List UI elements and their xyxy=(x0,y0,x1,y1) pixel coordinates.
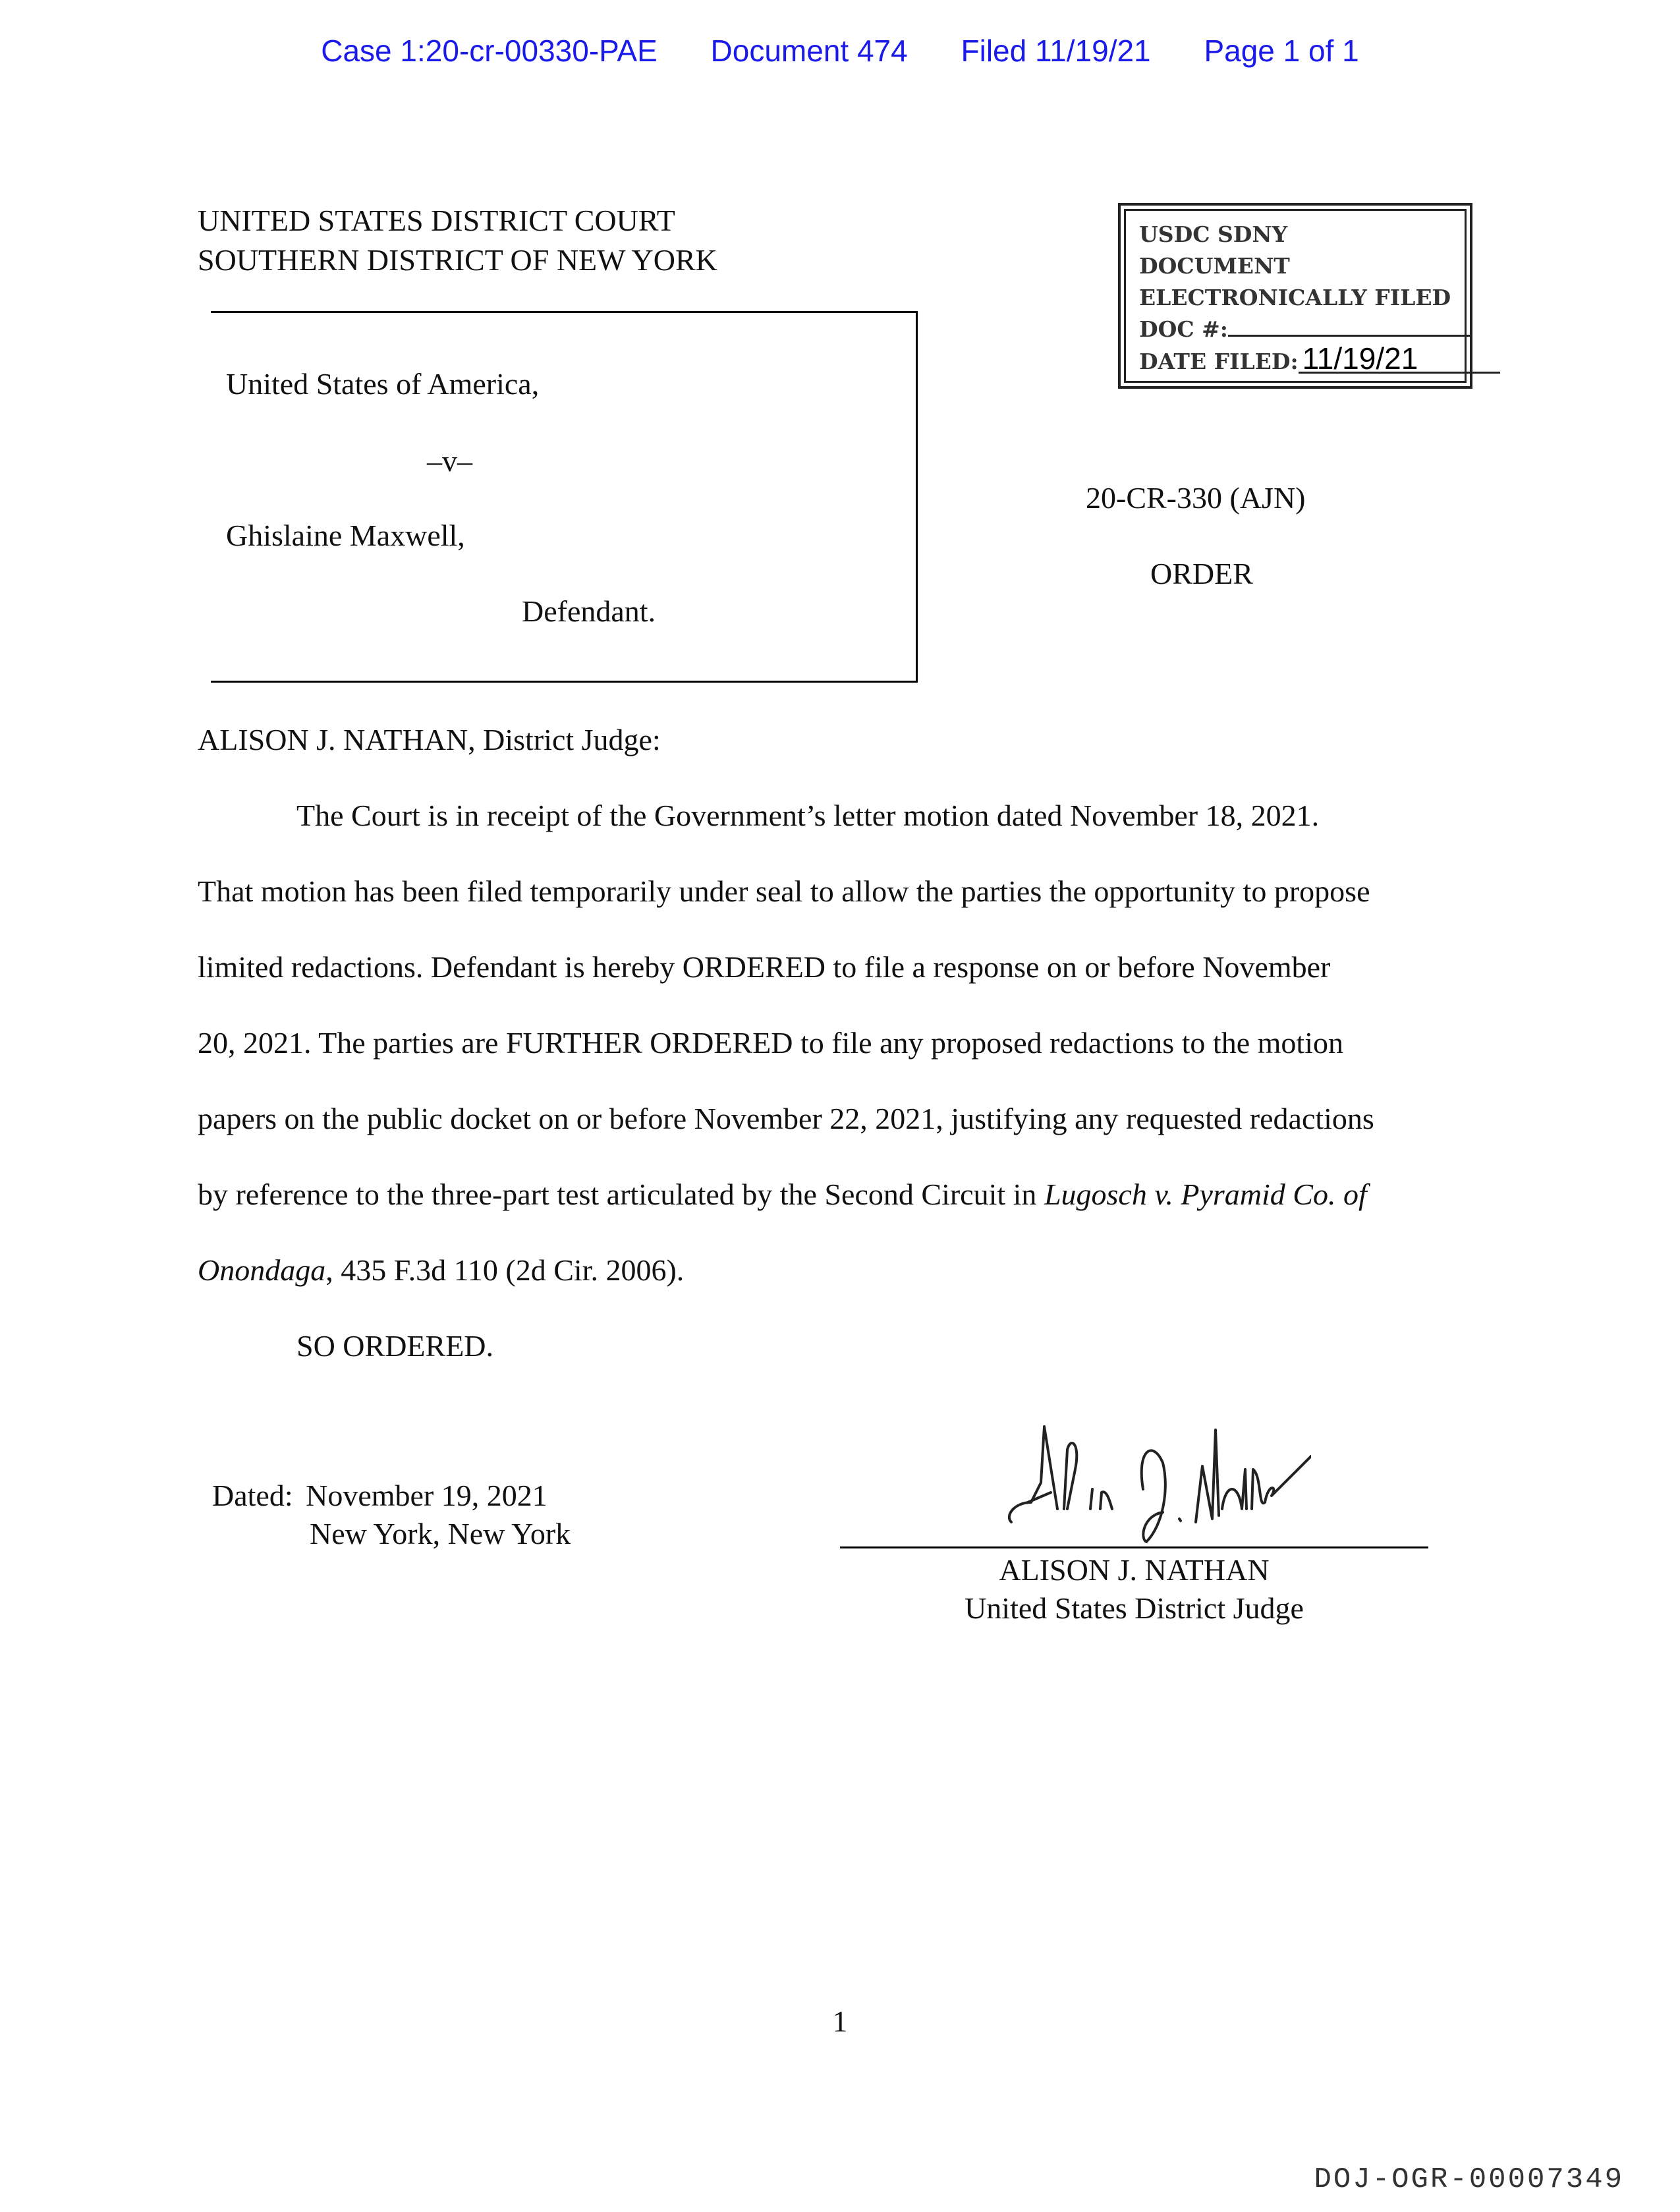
stamp-date-label: DATE FILED: xyxy=(1139,349,1299,374)
dated-place: New York, New York xyxy=(310,1517,571,1550)
case-citation-reporter: , 435 F.3d 110 (2d Cir. 2006). xyxy=(325,1253,685,1287)
ecf-case-number: Case 1:20-cr-00330-PAE xyxy=(321,34,658,68)
case-citation-name-cont: Onondaga xyxy=(198,1253,326,1287)
case-number: 20-CR-330 (AJN) xyxy=(1086,481,1306,515)
signature-stroke-j xyxy=(1142,1450,1165,1542)
signer-title: United States District Judge xyxy=(965,1591,1304,1625)
ecf-document-number: Document 474 xyxy=(710,34,908,68)
so-ordered: SO ORDERED. xyxy=(296,1329,494,1363)
body-line-7 xyxy=(198,1255,684,1286)
stamp-date-filed xyxy=(1139,341,1465,377)
signature-stroke-l xyxy=(1064,1443,1077,1509)
body-line-4: 20, 2021. The parties are FURTHER ORDERED to file any proposed redactions to the motion xyxy=(198,1026,1343,1060)
ecf-page-count: Page 1 of 1 xyxy=(1204,34,1359,68)
stamp-doc-label: DOC #: xyxy=(1139,316,1228,342)
court-name-line1: UNITED STATES DISTRICT COURT xyxy=(198,204,675,237)
filing-stamp xyxy=(1118,203,1472,389)
dated-date: November 19, 2021 xyxy=(306,1479,547,1512)
body-line-6-text: by reference to the three-part test articulated by the Second Circuit in xyxy=(198,1177,1044,1211)
court-name-line2: SOUTHERN DISTRICT OF NEW YORK xyxy=(198,243,717,277)
court-name xyxy=(198,201,717,280)
stamp-doc-blank xyxy=(1228,315,1472,337)
signature-image xyxy=(1001,1410,1311,1548)
body-line-2: That motion has been filed temporarily under seal to allow the parties the opportunity to propose xyxy=(198,874,1370,908)
signature-stroke-ii xyxy=(1090,1489,1112,1509)
caption-plaintiff: United States of America, xyxy=(226,367,540,401)
signature-stroke-athan xyxy=(1222,1456,1311,1509)
signature-dot xyxy=(1179,1519,1181,1521)
dated-line xyxy=(212,1481,547,1511)
caption-versus: –v– xyxy=(427,444,472,478)
judge-heading: ALISON J. NATHAN, District Judge: xyxy=(198,723,661,756)
stamp-court: USDC SDNY xyxy=(1139,221,1288,247)
body-line-5: papers on the public docket on or before November 22, 2021, justifying any requested redactions xyxy=(198,1102,1374,1135)
bates-number: DOJ-OGR-00007349 xyxy=(1314,2163,1624,2196)
stamp-doc-number xyxy=(1139,314,1465,345)
ecf-header xyxy=(0,33,1680,69)
signer-name: ALISON J. NATHAN xyxy=(999,1553,1270,1587)
caption-defendant-name: Ghislaine Maxwell, xyxy=(226,519,465,552)
body-line-1: The Court is in receipt of the Government’s letter motion dated November 18, 2021. xyxy=(296,799,1320,832)
signature-line xyxy=(840,1546,1428,1548)
signature-stroke-n xyxy=(1196,1430,1219,1522)
dated-label: Dated: xyxy=(212,1479,293,1512)
caption-defendant-role: Defendant. xyxy=(522,594,656,628)
stamp-electronically-filed: ELECTRONICALLY FILED xyxy=(1139,285,1451,310)
case-citation-name: Lugosch v. Pyramid Co. of xyxy=(1044,1177,1367,1211)
document-title: ORDER xyxy=(1150,557,1253,590)
stamp-date-value: 11/19/21 xyxy=(1299,345,1500,374)
signature-stroke-a xyxy=(1009,1427,1057,1522)
ecf-filed-date: Filed 11/19/21 xyxy=(961,34,1151,68)
stamp-document: DOCUMENT xyxy=(1139,253,1290,279)
page-number: 1 xyxy=(832,2004,848,2038)
body-line-3: limited redactions. Defendant is hereby ORDERED to file a response on or before November xyxy=(198,950,1331,984)
body-line-6 xyxy=(198,1179,1367,1210)
